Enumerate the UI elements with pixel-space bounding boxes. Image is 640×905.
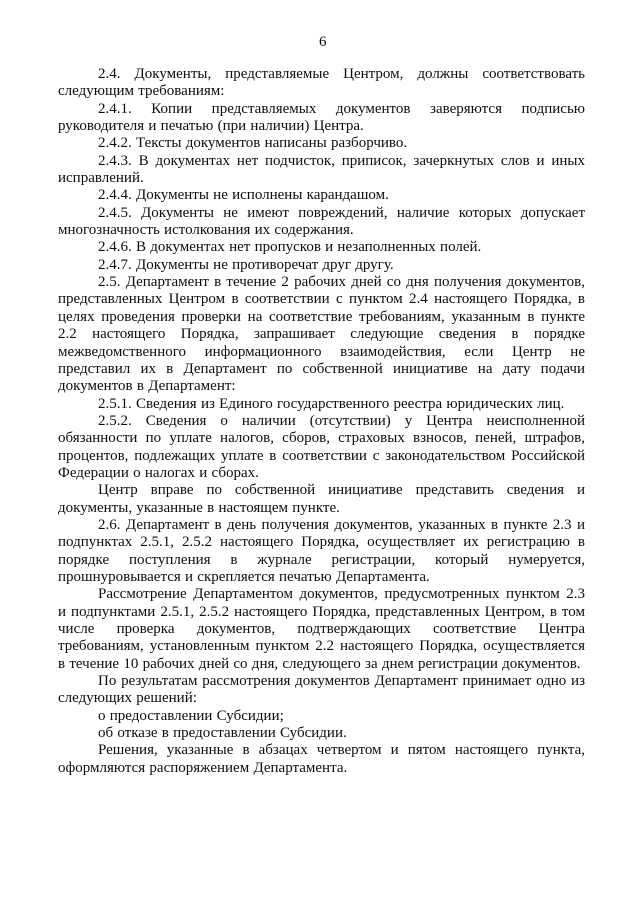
paragraph-2-4-1: 2.4.1. Копии представляемых документов заверяются подписью руководителя и печатью (при наличии) Центра. xyxy=(58,100,585,135)
page-number: 6 xyxy=(319,34,327,50)
paragraph-2-4-7: 2.4.7. Документы не противоречат друг другу. xyxy=(98,256,394,273)
paragraph-decisions-intro: По результатам рассмотрения документов Департамент принимает одно из следующих решений: xyxy=(58,673,585,707)
paragraph-2-4-5: 2.4.5. Документы не имеют повреждений, наличие которых допускает многозначность истолкования их содержания. xyxy=(58,204,585,239)
paragraph-2-5-2: 2.5.2. Сведения о наличии (отсутствии) у Центра неисполненной обязанности по уплате налогов, сборов, страховых взносов, пеней, штрафов, процентов, подлежащих уплате в соответствии с законодательством Российской Федерации о налогах и сборах. xyxy=(58,412,585,481)
paragraph-review: Рассмотрение Департаментом документов, предусмотренных пунктом 2.3 и подпунктами 2.5.1, 2.5.2 настоящего Порядка, представленных Центром, в том числе проверка документов, подтверждающих соответствие Центра требованиям, установленным пунктом 2.2 настоящего Порядка, осуществляется в течение 10 рабочих дней со дня, следующего за днем регистрации документов. xyxy=(58,586,585,672)
paragraph-2-4-6: 2.4.6. В документах нет пропусков и незаполненных полей. xyxy=(98,239,482,256)
paragraph-2-5: 2.5. Департамент в течение 2 рабочих дней со дня получения документов, представленных Центром в соответствии с пунктом 2.4 настоящего Порядка, в целях проведения проверки на соответствие требованиям, указанным в пункте 2.2 настоящего Порядка, запрашивает следующие сведения в порядке межведомственного информационного взаимодействия, если Центр не представил их в Департамент по собственной инициативе на дату подачи документов в Департамент: xyxy=(58,274,585,395)
paragraph-decisions-order: Решения, указанные в абзацах четвертом и пятом настоящего пункта, оформляются распоряжением Департамента. xyxy=(58,742,585,776)
document-body xyxy=(58,66,585,777)
paragraph-2-5-1: 2.5.1. Сведения из Единого государственного реестра юридических лиц. xyxy=(98,395,565,412)
paragraph-decision-grant: о предоставлении Субсидии; xyxy=(98,707,284,724)
paragraph-decision-refuse: об отказе в предоставлении Субсидии. xyxy=(98,725,347,742)
paragraph-2-4: 2.4. Документы, представляемые Центром, должны соответствовать следующим требованиям: xyxy=(58,66,585,100)
paragraph-2-4-2: 2.4.2. Тексты документов написаны разборчиво. xyxy=(98,135,408,152)
paragraph-center-initiative: Центр вправе по собственной инициативе представить сведения и документы, указанные в настоящем пункте. xyxy=(58,482,585,516)
paragraph-2-4-3: 2.4.3. В документах нет подчисток, приписок, зачеркнутых слов и иных исправлений. xyxy=(58,152,585,187)
paragraph-2-6: 2.6. Департамент в день получения документов, указанных в пункте 2.3 и подпунктах 2.5.1, 2.5.2 настоящего Порядка, осуществляет их регистрацию в порядке поступления в журнале регистрации, который нумеруется, прошнуровывается и скрепляется печатью Департамента. xyxy=(58,516,585,585)
paragraph-2-4-4: 2.4.4. Документы не исполнены карандашом. xyxy=(98,187,389,204)
